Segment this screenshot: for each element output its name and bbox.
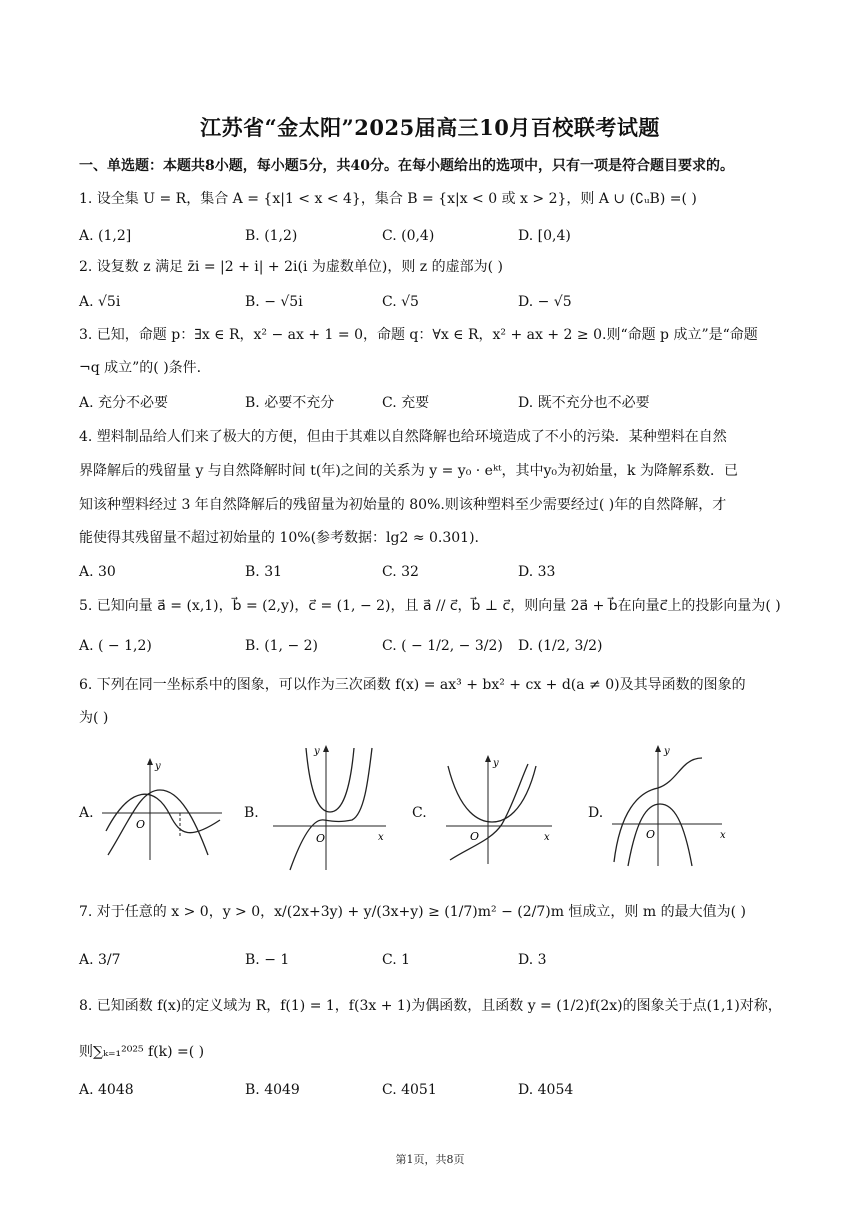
question-5-option-c: C. ( − 1/2, − 3/2) (382, 638, 503, 654)
graph-b (268, 742, 396, 872)
graph-a-y-arrow (147, 758, 153, 765)
graph-c-y-label: y (493, 758, 499, 769)
graph-b-curve-1 (306, 748, 354, 812)
question-5-line-1: 5. 已知向量 a⃗ = (x,1)，b⃗ = (2,y)，c⃗ = (1, − 2)，且 a⃗ // c⃗，b⃗ ⊥ c⃗，则向量 2a⃗ + b⃗在向量c⃗上的投影向量为( ) (79, 598, 781, 614)
question-8-option-b: B. 4049 (245, 1082, 300, 1098)
graph-a-origin-label: O (136, 818, 146, 831)
graph-d-x-label: x (720, 830, 726, 841)
question-4-option-b: B. 31 (245, 564, 283, 580)
question-4-line-2: 界降解后的残留量 y 与自然降解时间 t(年)之间的关系为 y = y₀ · eᵏᵗ，其中y₀为初始量，k 为降解系数．已 (79, 463, 738, 479)
question-4-option-c: C. 32 (382, 564, 419, 580)
graph-b-y-label: y (314, 746, 320, 757)
graph-c-curve-2 (450, 764, 528, 860)
question-1-option-b: B. (1,2) (245, 228, 298, 244)
question-5-option-a: A. ( − 1,2) (79, 638, 152, 654)
question-6-option-c: C. (412, 805, 427, 821)
question-4-line-1: 4. 塑料制品给人们来了极大的方便，但由于其难以自然降解也给环境造成了不小的污染．某种塑料在自然 (79, 429, 727, 445)
question-6-option-d: D. (588, 805, 604, 821)
question-7-option-b: B. − 1 (245, 952, 290, 968)
question-7-option-c: C. 1 (382, 952, 411, 968)
graph-d-curve-2 (628, 804, 692, 866)
graph-b-y-arrow (323, 745, 329, 752)
graph-b-curve-2 (290, 748, 372, 870)
graph-d-y-arrow (655, 745, 661, 752)
question-3-option-c: C. 充要 (382, 395, 430, 411)
graph-c-y-arrow (485, 755, 491, 762)
question-6-option-a: A. (79, 805, 94, 821)
question-4-line-4: 能使得其残留量不超过初始量的 10%(参考数据：lg2 ≈ 0.301). (79, 530, 479, 546)
question-7-option-a: A. 3/7 (79, 952, 121, 968)
question-7-option-d: D. 3 (518, 952, 547, 968)
question-8-option-a: A. 4048 (79, 1082, 134, 1098)
page-title: 江苏省“金太阳”2025届高三10月百校联考试题 (200, 115, 660, 140)
question-7-line-1: 7. 对于任意的 x > 0，y > 0，x/(2x+3y) + y/(3x+y) ≥ (1/7)m² − (2/7)m 恒成立，则 m 的最大值为( ) (79, 904, 746, 920)
graph-a-curve-2 (108, 790, 208, 855)
question-3-line-1: 3. 已知，命题 p：∃x ∈ R，x² − ax + 1 = 0，命题 q：∀x ∈ R，x² + ax + 2 ≥ 0.则“命题 p 成立”是“命题 (79, 327, 758, 343)
question-4-option-a: A. 30 (79, 564, 116, 580)
graph-d-origin-label: O (646, 828, 656, 841)
question-2-option-a: A. √5i (79, 294, 121, 310)
question-4-line-3: 知该种塑料经过 3 年自然降解后的残留量为初始量的 80%.则该种塑料至少需要经过( )年的自然降解，才 (79, 497, 727, 513)
question-8-line-1: 8. 已知函数 f(x)的定义域为 R，f(1) = 1，f(3x + 1)为偶函数，且函数 y = (1/2)f(2x)的图象关于点(1,1)对称， (79, 998, 782, 1014)
question-1-option-c: C. (0,4) (382, 228, 435, 244)
graph-b-x-label: x (378, 832, 384, 843)
graph-a (100, 755, 230, 865)
question-2-line-1: 2. 设复数 z 满足 z̄i = |2 + i| + 2i(i 为虚数单位)，则 z 的虚部为( ) (79, 259, 503, 275)
question-3-line-2: ¬q 成立”的( )条件. (79, 360, 202, 376)
question-2-option-d: D. − √5 (518, 294, 572, 310)
question-2-option-b: B. − √5i (245, 294, 303, 310)
graph-c-x-label: x (544, 832, 550, 843)
question-3-option-d: D. 既不充分也不必要 (518, 395, 650, 411)
graph-a-y-label: y (155, 761, 161, 772)
question-6-line-1: 6. 下列在同一坐标系中的图象，可以作为三次函数 f(x) = ax³ + bx² + cx + d(a ≠ 0)及其导函数的图象的 (79, 677, 746, 693)
graph-b-origin-label: O (316, 832, 326, 845)
question-2-option-c: C. √5 (382, 294, 419, 310)
question-1-option-d: D. [0,4) (518, 228, 571, 244)
question-1-line-1: 1. 设全集 U = R，集合 A = {x|1 < x < 4}，集合 B = {x|x < 0 或 x > 2}，则 A ∪ (∁ᵤB) =( ) (79, 191, 697, 207)
question-6-line-2: 为( ) (79, 710, 109, 726)
question-5-option-d: D. (1/2, 3/2) (518, 638, 603, 654)
graph-d (608, 742, 738, 870)
question-4-option-d: D. 33 (518, 564, 556, 580)
graph-c-curve-1 (448, 766, 536, 822)
graph-c (440, 752, 570, 867)
question-8-option-c: C. 4051 (382, 1082, 437, 1098)
question-8-line-2: 则∑ₖ₌₁²⁰²⁵ f(k) =( ) (79, 1044, 205, 1060)
graph-c-origin-label: O (470, 830, 480, 843)
question-8-option-d: D. 4054 (518, 1082, 574, 1098)
question-5-option-b: B. (1, − 2) (245, 638, 319, 654)
question-1-option-a: A. (1,2] (79, 228, 132, 244)
graph-d-y-label: y (664, 746, 670, 757)
question-3-option-b: B. 必要不充分 (245, 395, 335, 411)
question-3-option-a: A. 充分不必要 (79, 395, 169, 411)
question-6-option-b: B. (244, 805, 259, 821)
section-header: 一、单选题：本题共8小题，每小题5分，共40分。在每小题给出的选项中，只有一项是符合题目要求的。 (79, 158, 734, 174)
page-footer: 第1页，共8页 (395, 1153, 465, 1166)
